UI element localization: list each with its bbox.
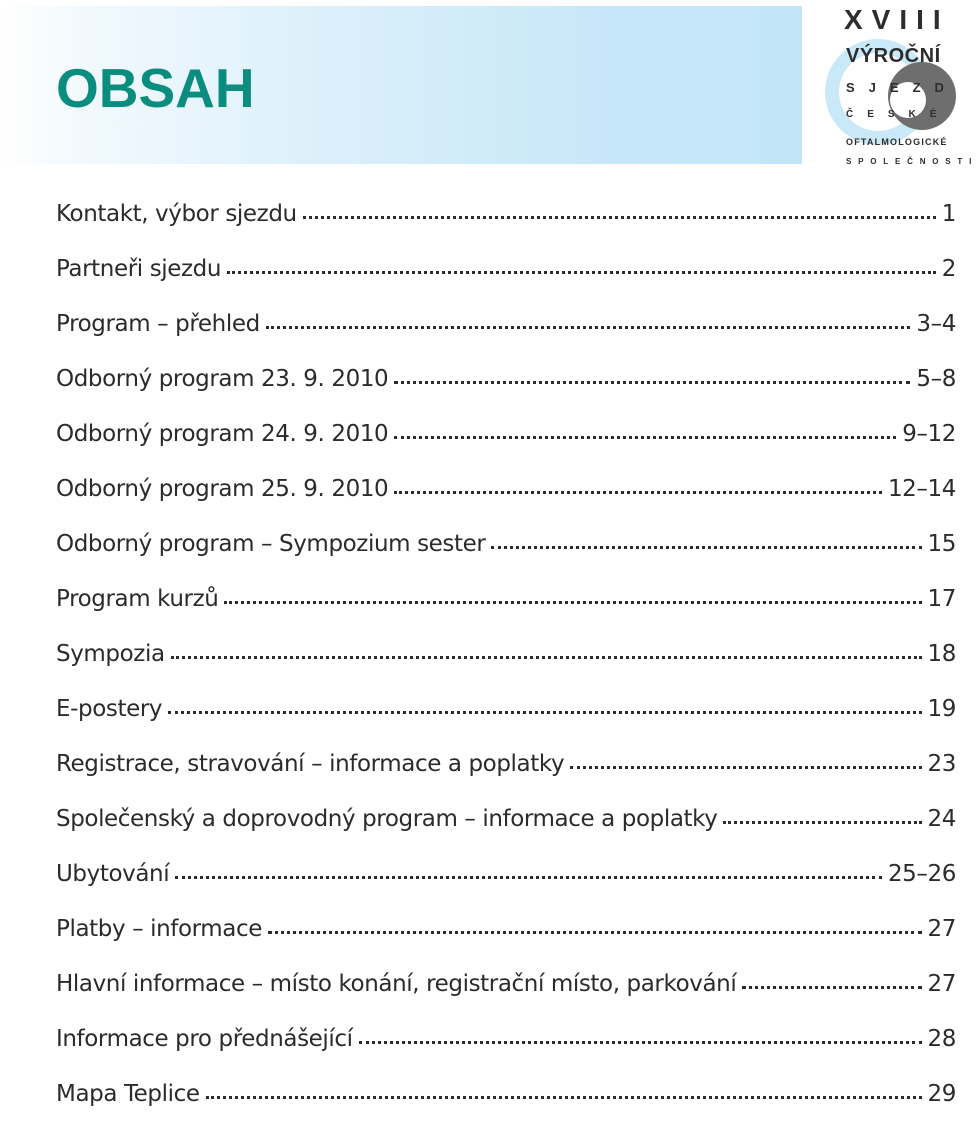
toc-entry-title: Program – přehled: [56, 311, 260, 337]
logo-line-czech: ČESKÉ: [846, 109, 951, 120]
toc-dot-leader: [266, 325, 911, 329]
toc-dot-leader: [359, 1040, 922, 1044]
toc-entry-title: Hlavní informace – místo konání, registrační místo, parkování: [56, 971, 737, 997]
congress-logo: [820, 0, 978, 180]
toc-entry[interactable]: [56, 1012, 956, 1067]
toc-entry[interactable]: [56, 737, 956, 792]
toc-entry-title: Ubytování: [56, 861, 170, 887]
toc-entry-title: Informace pro přednášející: [56, 1026, 353, 1052]
toc-entry-page: 18: [927, 641, 956, 667]
toc-entry[interactable]: [56, 352, 956, 407]
toc-dot-leader: [394, 435, 896, 439]
table-of-contents: [56, 187, 956, 1122]
toc-entry[interactable]: [56, 187, 956, 242]
toc-dot-leader: [268, 930, 922, 934]
toc-dot-leader: [394, 490, 882, 494]
toc-entry-page: 2: [941, 256, 956, 282]
logo-roman-numeral: XVIII: [844, 4, 950, 35]
toc-entry[interactable]: [56, 407, 956, 462]
toc-entry-page: 27: [927, 971, 956, 997]
toc-dot-leader: [168, 710, 921, 714]
toc-dot-leader: [394, 380, 910, 384]
toc-entry[interactable]: [56, 462, 956, 517]
toc-entry[interactable]: [56, 242, 956, 297]
toc-entry-title: Program kurzů: [56, 586, 219, 612]
toc-dot-leader: [227, 270, 936, 274]
toc-entry[interactable]: [56, 517, 956, 572]
toc-entry[interactable]: [56, 847, 956, 902]
toc-dot-leader: [206, 1095, 922, 1099]
toc-entry[interactable]: [56, 1067, 956, 1122]
toc-entry[interactable]: [56, 957, 956, 1012]
toc-dot-leader: [723, 820, 921, 824]
toc-entry-page: 3–4: [916, 311, 956, 337]
toc-entry[interactable]: [56, 627, 956, 682]
toc-entry-page: 12–14: [887, 476, 956, 502]
toc-entry-title: Odborný program 24. 9. 2010: [56, 421, 389, 447]
toc-entry-page: 27: [927, 916, 956, 942]
toc-entry-title: Platby – informace: [56, 916, 262, 942]
toc-entry-title: Společenský a doprovodný program – informace a poplatky: [56, 806, 718, 832]
toc-dot-leader: [224, 600, 921, 604]
toc-entry-title: Odborný program 23. 9. 2010: [56, 366, 389, 392]
toc-entry-title: Registrace, stravování – informace a poplatky: [56, 751, 565, 777]
toc-entry-title: E-postery: [56, 696, 163, 722]
toc-entry[interactable]: [56, 792, 956, 847]
toc-entry-title: Odborný program – Sympozium sester: [56, 531, 486, 557]
toc-dot-leader: [175, 875, 882, 879]
toc-dot-leader: [303, 215, 936, 219]
toc-entry-title: Sympozia: [56, 641, 165, 667]
page-title: OBSAH: [56, 57, 255, 119]
toc-entry[interactable]: [56, 297, 956, 352]
toc-entry-page: 25–26: [887, 861, 956, 887]
toc-entry[interactable]: [56, 572, 956, 627]
toc-entry-page: 17: [927, 586, 956, 612]
logo-line-annual: VÝROČNÍ: [846, 45, 941, 67]
toc-entry-page: 29: [927, 1081, 956, 1107]
toc-dot-leader: [570, 765, 921, 769]
toc-entry-page: 5–8: [916, 366, 956, 392]
logo-line-society: SPOLEČNOSTI: [846, 157, 978, 166]
toc-entry-title: Odborný program 25. 9. 2010: [56, 476, 389, 502]
toc-entry-page: 1: [941, 201, 956, 227]
toc-dot-leader: [171, 655, 922, 659]
toc-entry-page: 23: [927, 751, 956, 777]
toc-dot-leader: [491, 545, 921, 549]
toc-entry-title: Partneři sjezdu: [56, 256, 222, 282]
toc-entry-title: Mapa Teplice: [56, 1081, 200, 1107]
toc-dot-leader: [742, 985, 921, 989]
toc-entry-page: 24: [927, 806, 956, 832]
toc-entry-page: 15: [927, 531, 956, 557]
toc-entry-page: 9–12: [902, 421, 956, 447]
logo-line-congress: SJEZD: [846, 80, 958, 95]
toc-entry-page: 19: [927, 696, 956, 722]
toc-entry-title: Kontakt, výbor sjezdu: [56, 201, 297, 227]
toc-entry[interactable]: [56, 902, 956, 957]
toc-entry-page: 28: [927, 1026, 956, 1052]
toc-entry[interactable]: [56, 682, 956, 737]
logo-line-ophthalmological: OFTALMOLOGICKÉ: [846, 137, 948, 147]
